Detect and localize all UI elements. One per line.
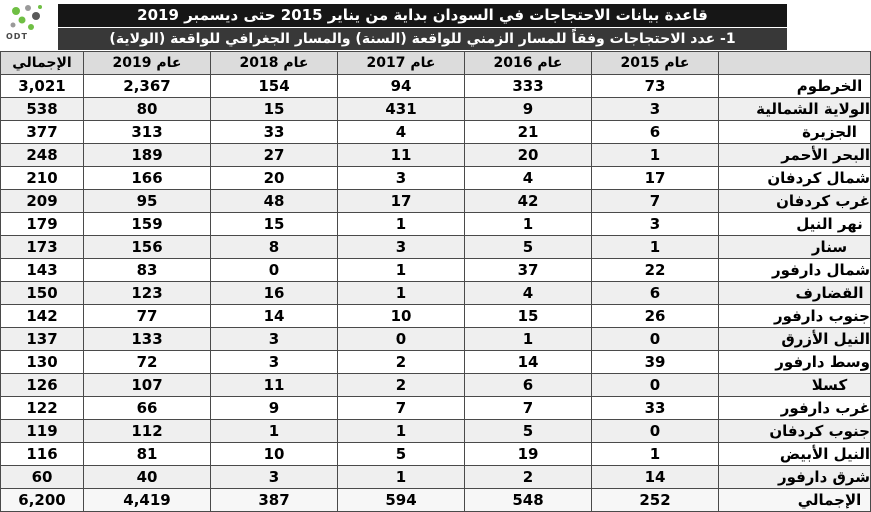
cell-2018: 20 [211, 167, 338, 190]
cell-2016: 2 [465, 466, 592, 489]
cell-2019: 159 [84, 213, 211, 236]
cell-2015: 17 [592, 167, 719, 190]
cell-2017: 2 [338, 374, 465, 397]
cell-total: 143 [1, 259, 84, 282]
cell-2019: 40 [84, 466, 211, 489]
cell-2018: 16 [211, 282, 338, 305]
cell-2018: 0 [211, 259, 338, 282]
logo-dots-icon [6, 3, 46, 33]
cell-2016: 6 [465, 374, 592, 397]
cell-2018: 387 [211, 489, 338, 512]
table-row [1, 305, 871, 328]
cell-2016: 7 [465, 397, 592, 420]
header-cell-total: الإجمالي [1, 52, 84, 75]
cell-2018: 14 [211, 305, 338, 328]
cell-2017: 4 [338, 121, 465, 144]
cell-2019: 133 [84, 328, 211, 351]
cell-total: 60 [1, 466, 84, 489]
state-name: غرب دارفور [719, 397, 871, 420]
cell-total: 116 [1, 443, 84, 466]
cell-2015: 14 [592, 466, 719, 489]
cell-2016: 5 [465, 420, 592, 443]
cell-total: 209 [1, 190, 84, 213]
cell-2017: 1 [338, 259, 465, 282]
cell-total: 538 [1, 98, 84, 121]
cell-2019: 81 [84, 443, 211, 466]
cell-2015: 7 [592, 190, 719, 213]
cell-2015: 26 [592, 305, 719, 328]
cell-2019: 72 [84, 351, 211, 374]
cell-2019: 166 [84, 167, 211, 190]
cell-2017: 7 [338, 397, 465, 420]
cell-2017: 17 [338, 190, 465, 213]
table-row [1, 397, 871, 420]
header-cell-2016: عام 2016 [465, 52, 592, 75]
cell-2019: 80 [84, 98, 211, 121]
cell-total: 6,200 [1, 489, 84, 512]
cell-2016: 548 [465, 489, 592, 512]
cell-2015: 252 [592, 489, 719, 512]
cell-2015: 1 [592, 236, 719, 259]
cell-2016: 20 [465, 144, 592, 167]
table-row [1, 328, 871, 351]
cell-2016: 21 [465, 121, 592, 144]
logo-text: ODT [6, 32, 28, 41]
cell-2018: 27 [211, 144, 338, 167]
cell-2019: 95 [84, 190, 211, 213]
state-name: شمال دارفور [719, 259, 871, 282]
cell-2017: 2 [338, 351, 465, 374]
table-row [1, 75, 871, 98]
state-name: سنار [719, 236, 871, 259]
table-row [1, 213, 871, 236]
cell-2018: 154 [211, 75, 338, 98]
cell-2016: 15 [465, 305, 592, 328]
cell-2018: 33 [211, 121, 338, 144]
cell-total: 126 [1, 374, 84, 397]
cell-2018: 3 [211, 351, 338, 374]
cell-total: 3,021 [1, 75, 84, 98]
state-name: القضارف [719, 282, 871, 305]
cell-2015: 3 [592, 98, 719, 121]
cell-total: 137 [1, 328, 84, 351]
cell-2019: 2,367 [84, 75, 211, 98]
header-cell-state [719, 52, 871, 75]
cell-2017: 3 [338, 236, 465, 259]
cell-2019: 4,419 [84, 489, 211, 512]
cell-2017: 5 [338, 443, 465, 466]
state-name: كسلا [719, 374, 871, 397]
total-row [1, 489, 871, 512]
state-name: الخرطوم [719, 75, 871, 98]
state-name: النيل الأبيض [719, 443, 871, 466]
table-row [1, 420, 871, 443]
header-row [1, 52, 871, 75]
cell-2018: 9 [211, 397, 338, 420]
cell-2019: 112 [84, 420, 211, 443]
state-name: البحر الأحمر [719, 144, 871, 167]
cell-2015: 1 [592, 443, 719, 466]
cell-2016: 14 [465, 351, 592, 374]
cell-2017: 431 [338, 98, 465, 121]
state-name: جنوب دارفور [719, 305, 871, 328]
cell-2016: 333 [465, 75, 592, 98]
cell-2015: 1 [592, 144, 719, 167]
cell-2015: 6 [592, 282, 719, 305]
cell-2019: 77 [84, 305, 211, 328]
cell-2018: 15 [211, 213, 338, 236]
cell-2019: 313 [84, 121, 211, 144]
table-row [1, 190, 871, 213]
cell-2015: 3 [592, 213, 719, 236]
cell-2017: 0 [338, 328, 465, 351]
table-row [1, 351, 871, 374]
cell-2017: 1 [338, 213, 465, 236]
table-row [1, 167, 871, 190]
cell-2017: 1 [338, 282, 465, 305]
cell-total: 179 [1, 213, 84, 236]
cell-2018: 8 [211, 236, 338, 259]
cell-2017: 10 [338, 305, 465, 328]
table-row [1, 236, 871, 259]
cell-2016: 19 [465, 443, 592, 466]
table-row [1, 374, 871, 397]
cell-2019: 156 [84, 236, 211, 259]
cell-total: 122 [1, 397, 84, 420]
table-subtitle: 1- عدد الاحتجاجات وفقاً للمسار الزمني للواقعة (السنة) والمسار الجغرافي للواقعة (الولاية) [58, 28, 787, 50]
cell-2019: 123 [84, 282, 211, 305]
cell-2017: 11 [338, 144, 465, 167]
table-row [1, 98, 871, 121]
cell-2018: 15 [211, 98, 338, 121]
cell-2015: 73 [592, 75, 719, 98]
cell-total: 210 [1, 167, 84, 190]
cell-2017: 1 [338, 466, 465, 489]
state-name: شمال كردفان [719, 167, 871, 190]
cell-2019: 83 [84, 259, 211, 282]
cell-2016: 1 [465, 328, 592, 351]
table-row [1, 144, 871, 167]
state-name: الجزيرة [719, 121, 871, 144]
cell-2017: 594 [338, 489, 465, 512]
state-name: غرب كردفان [719, 190, 871, 213]
table-row [1, 121, 871, 144]
cell-total: 130 [1, 351, 84, 374]
cell-2018: 3 [211, 466, 338, 489]
cell-2016: 37 [465, 259, 592, 282]
cell-total: 173 [1, 236, 84, 259]
cell-total: 248 [1, 144, 84, 167]
cell-total: 142 [1, 305, 84, 328]
cell-2015: 33 [592, 397, 719, 420]
cell-2019: 66 [84, 397, 211, 420]
cell-total: 150 [1, 282, 84, 305]
cell-2018: 48 [211, 190, 338, 213]
cell-2017: 94 [338, 75, 465, 98]
cell-total: 119 [1, 420, 84, 443]
cell-2018: 1 [211, 420, 338, 443]
table-row [1, 466, 871, 489]
state-name: جنوب كردفان [719, 420, 871, 443]
table-row [1, 282, 871, 305]
cell-2019: 189 [84, 144, 211, 167]
page-title: قاعدة بيانات الاحتجاجات في السودان بداية من يناير 2015 حتى ديسمبر 2019 [58, 4, 787, 27]
state-name: نهر النيل [719, 213, 871, 236]
cell-2015: 39 [592, 351, 719, 374]
header-cell-2017: عام 2017 [338, 52, 465, 75]
cell-2015: 22 [592, 259, 719, 282]
cell-2016: 4 [465, 167, 592, 190]
cell-2017: 1 [338, 420, 465, 443]
header-cell-2019: عام 2019 [84, 52, 211, 75]
cell-2015: 6 [592, 121, 719, 144]
state-name: شرق دارفور [719, 466, 871, 489]
cell-2015: 0 [592, 328, 719, 351]
cell-2015: 0 [592, 420, 719, 443]
cell-2016: 1 [465, 213, 592, 236]
cell-2018: 11 [211, 374, 338, 397]
cell-2016: 4 [465, 282, 592, 305]
state-name: وسط دارفور [719, 351, 871, 374]
state-name: الولاية الشمالية [719, 98, 871, 121]
state-name: النيل الأزرق [719, 328, 871, 351]
cell-2017: 3 [338, 167, 465, 190]
header-cell-2018: عام 2018 [211, 52, 338, 75]
cell-2018: 3 [211, 328, 338, 351]
total-label: الإجمالي [719, 489, 871, 512]
header-cell-2015: عام 2015 [592, 52, 719, 75]
cell-total: 377 [1, 121, 84, 144]
table-row [1, 259, 871, 282]
cell-2018: 10 [211, 443, 338, 466]
odt-logo [0, 0, 58, 50]
cell-2019: 107 [84, 374, 211, 397]
protests-table [0, 51, 871, 512]
cell-2016: 5 [465, 236, 592, 259]
cell-2016: 9 [465, 98, 592, 121]
cell-2016: 42 [465, 190, 592, 213]
cell-2015: 0 [592, 374, 719, 397]
table-row [1, 443, 871, 466]
